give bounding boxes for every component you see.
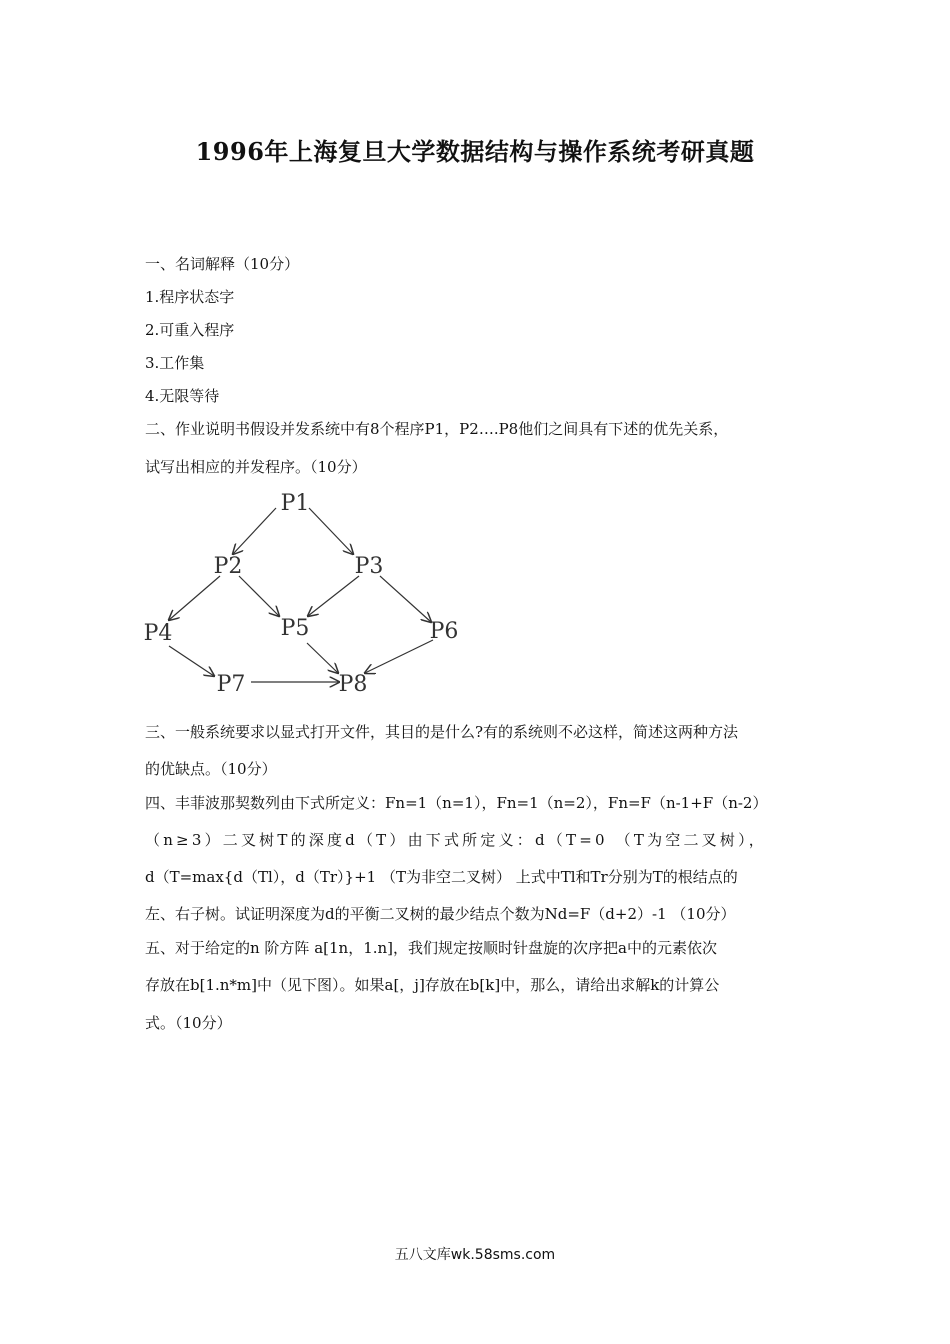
- page-title: 1996年上海复旦大学数据结构与操作系统考研真题: [195, 137, 755, 166]
- edge-p2-p5: [239, 576, 279, 616]
- node-p7: P7: [216, 672, 246, 697]
- edge-p1-p3: [309, 508, 353, 554]
- text-line: 一、名词解释（10分）: [145, 255, 300, 273]
- edge-p1-p2: [233, 508, 276, 554]
- text-line: 的优缺点。（10分）: [145, 760, 277, 778]
- edge-p5-p8: [307, 643, 338, 673]
- text-line: d（T=max{d（Tl），d（Tr）}+1 （T为非空二叉树） 上式中Tl和Tr分别为T的根结点的: [145, 868, 738, 886]
- node-p4: P4: [143, 621, 173, 646]
- node-p2: P2: [213, 554, 243, 579]
- edge-p3-p6: [380, 576, 431, 622]
- node-p8: P8: [338, 672, 368, 697]
- edge-p6-p8: [365, 640, 433, 673]
- node-p6: P6: [429, 619, 459, 644]
- footer-watermark: 五八文库wk.58sms.com: [394, 1247, 556, 1263]
- text-line: 存放在b[1.n*m]中（见下图）。如果a[，j]存放在b[k]中，那么，请给出求解k的计算公: [145, 976, 720, 994]
- text-line: 四、丰菲波那契数列由下式所定义：Fn=1（n=1），Fn=1（n=2），Fn=F（n-1+F（n-2）: [145, 794, 768, 812]
- text-line: 二、作业说明书假设并发系统中有8个程序P1，P2….P8他们之间具有下述的优先关系，: [145, 420, 729, 438]
- text-line: 2.可重入程序: [145, 321, 235, 339]
- text-line: 试写出相应的并发程序。（10分）: [145, 458, 367, 476]
- node-p1: P1: [280, 491, 310, 516]
- node-p3: P3: [354, 554, 384, 579]
- text-line: 三、一般系统要求以显式打开文件，其目的是什么?有的系统则不必这样，简述这两种方法: [145, 723, 739, 741]
- text-line: 左、右子树。试证明深度为d的平衡二叉树的最少结点个数为Nd=F（d+2）-1 （10分）: [145, 905, 736, 923]
- text-line: 1.程序状态字: [145, 288, 235, 306]
- node-p5: P5: [280, 616, 310, 641]
- text-line: 五、对于给定的n 阶方阵 a[1n，1.n]，我们规定按顺时针盘旋的次序把a中的元素依次: [145, 939, 717, 957]
- edge-p4-p7: [169, 646, 214, 676]
- text-line: 3.工作集: [145, 354, 205, 372]
- edge-p2-p4: [169, 576, 220, 620]
- text-line: 4.无限等待: [145, 387, 220, 405]
- text-line: 式。（10分）: [145, 1014, 232, 1032]
- precedence-graph: [143, 488, 463, 698]
- text-line: （n≥3）二叉树T的深度d（T）由下式所定义：d（T=0 （T为空二叉树），: [145, 831, 767, 849]
- edge-p3-p5: [308, 576, 359, 616]
